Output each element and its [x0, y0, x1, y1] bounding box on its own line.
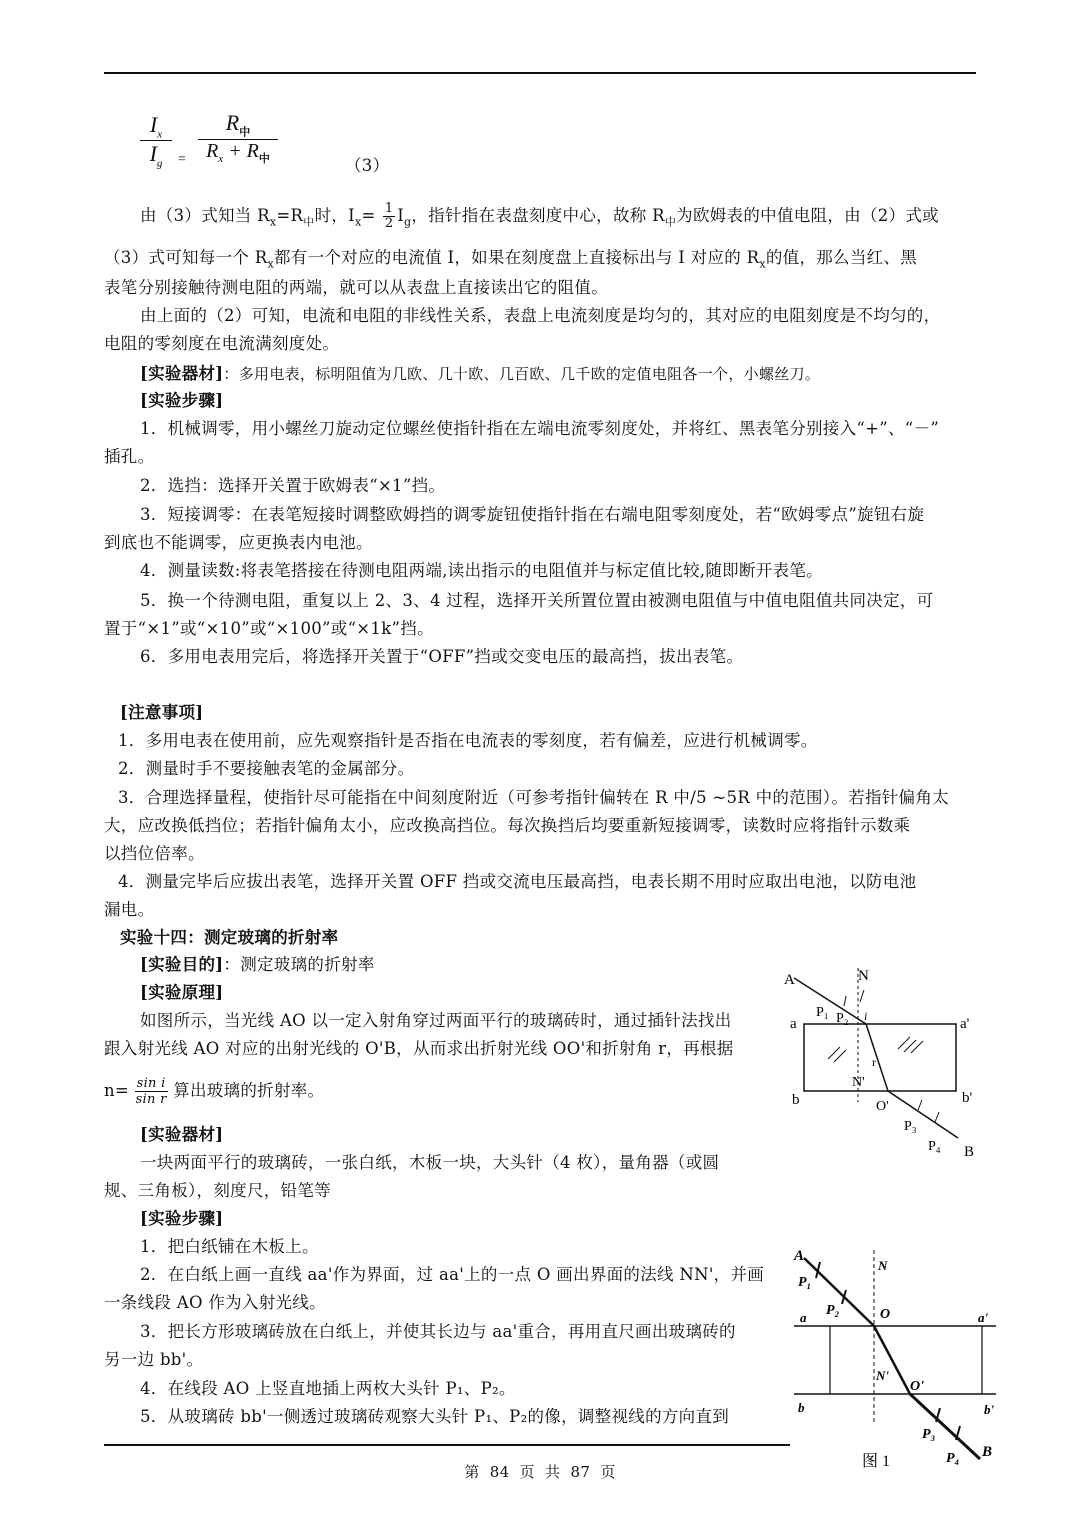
fig1-label-A: A	[784, 972, 795, 988]
fig1-label-B: B	[964, 1144, 975, 1160]
principle-line-1: 如图所示，当光线 AO 以一定入射角穿过两面平行的玻璃砖时，通过插针法找出	[140, 1011, 732, 1030]
note-1: 1．多用电表在使用前，应先观察指针是否指在电流表的零刻度，若有偏差，应进行机械调零。	[118, 731, 818, 750]
paragraph-scale-2: 表笔分别接触待测电阻的两端，就可以从表盘上直接读出它的阻值。	[104, 278, 608, 297]
notes-heading: [注意事项]	[120, 703, 204, 722]
exp14-purpose: [实验目的]：测定玻璃的折射率	[140, 955, 375, 974]
fig1-label-b2: b'	[962, 1090, 973, 1106]
fig1-label-r: r	[872, 1055, 876, 1069]
step-3b: 到底也不能调零，应更换表内电池。	[104, 533, 373, 552]
refraction-diagram-lower	[790, 1244, 1010, 1476]
equipment-line: [实验器材]：多用电表，标明阻值为几欧、几十欧、几百欧、几千欧的定值电阻各一个，小螺丝刀。	[140, 364, 821, 383]
fig2-label-N2: N'	[876, 1368, 889, 1383]
page-footer: 第 84 页 共 87 页	[464, 1463, 616, 1481]
fig2-label-b: b	[798, 1400, 805, 1415]
note-3c: 以挡位倍率。	[104, 844, 205, 863]
fig1-label-a: a	[790, 1016, 797, 1032]
fig2-label-a: a	[800, 1310, 807, 1325]
note-4b: 漏电。	[104, 900, 155, 919]
exp14-step-2a: 2．在白纸上画一直线 aa'作为界面，过 aa'上的一点 O 画出界面的法线 NN'，并画	[140, 1265, 765, 1284]
fig2-label-O: O	[880, 1307, 891, 1322]
fig2-caption: 图 1	[862, 1453, 891, 1470]
paragraph-nonlinear-2: 电阻的零刻度在电流满刻度处。	[104, 334, 340, 353]
exp14-steps-heading: [实验步骤]	[140, 1209, 224, 1228]
step-2: 2．选挡：选择开关置于欧姆表“×1”挡。	[140, 476, 446, 495]
header-rule	[104, 72, 976, 74]
footer-rule	[104, 1444, 790, 1446]
step-3a: 3．短接调零：在表笔短接时调整欧姆挡的调零旋钮使指针指在右端电阻零刻度处，若“欧姆零点”旋钮右旋	[140, 505, 925, 524]
fig2-label-P4: P₄	[946, 1451, 960, 1466]
exp14-step-2b: 一条线段 AO 作为入射光线。	[104, 1293, 326, 1312]
fig1-label-P3: P₃	[904, 1119, 917, 1134]
fig1-label-i: i	[864, 1009, 868, 1023]
fig1-label-a2: a'	[960, 1016, 970, 1032]
fig2-label-P1: P₁	[798, 1275, 812, 1290]
fig2-label-b2: b'	[984, 1402, 995, 1417]
step-5b: 置于“×1”或“×10”或“×100”或“×1k”挡。	[104, 619, 434, 638]
step-1b: 插孔。	[104, 447, 155, 466]
exp14-equipment-1: 一块两面平行的玻璃砖，一张白纸，木板一块，大头针（4 枚），量角器（或圆	[140, 1153, 720, 1172]
note-3a: 3．合理选择量程，使指针尽可能指在中间刻度附近（可参考指针偏转在 R 中/5 ~5R 中的范围）。若指针偏角太	[118, 788, 949, 807]
refraction-diagram-upper	[780, 962, 980, 1162]
exp14-step-3a: 3．把长方形玻璃砖放在白纸上，并使其长边与 aa'重合，再用直尺画出玻璃砖的	[140, 1322, 736, 1341]
exp14-step-5: 5．从玻璃砖 bb'一侧透过玻璃砖观察大头针 P₁、P₂的像，调整视线的方向直到	[140, 1407, 730, 1426]
step-5a: 5．换一个待测电阻，重复以上 2、3、4 过程，选择开关所置位置由被测电阻值与中值电阻值共同决定，可	[140, 591, 934, 610]
exp14-step-3b: 另一边 bb'。	[104, 1350, 204, 1369]
exp14-step-1: 1．把白纸铺在木板上。	[140, 1237, 319, 1256]
fig2-label-P3: P₃	[922, 1427, 936, 1442]
exp14-equipment-heading: [实验器材]	[140, 1125, 224, 1144]
paragraph-scale-1: （3）式可知每一个 $R_x$都有一个对应的电流值 I，如果在刻度盘上直接标出与 I 对应的 $R_x$的值，那么当红、黑	[104, 248, 918, 271]
note-4a: 4．测量完毕后应拔出表笔，选择开关置 OFF 挡或交流电压最高挡，电表长期不用时应取出电池，以防电池	[118, 872, 917, 891]
step-4: 4．测量读数:将表笔搭接在待测电阻两端,读出指示的电阻值并与标定值比较,随即断开表笔。	[140, 561, 823, 580]
exp14-equipment-2: 规、三角板），刻度尺，铅笔等	[104, 1181, 331, 1200]
paragraph-ohm-mid: 由（3）式知当 $R_x=R_中$时，$I_x=$ $\frac{1}{2}$ $I_g$，指针指在表盘刻度中心，故称 $R_中$为欧姆表的中值电阻，由（2）式或	[140, 201, 939, 231]
note-3b: 大，应改换低挡位；若指针偏角太小，应改换高挡位。每次换挡后均要重新短接调零，读数时应将指针示数乘	[104, 816, 911, 835]
fig1-label-N2: N'	[852, 1075, 865, 1090]
fig1-label-N: N	[858, 968, 869, 984]
fig2-label-O2: O'	[910, 1379, 924, 1394]
fig2-label-A: A	[794, 1248, 805, 1264]
fig1-label-P1: P₁	[816, 1005, 829, 1020]
paragraph-nonlinear-1: 由上面的（2）可知，电流和电阻的非线性关系，表盘上电流刻度是均匀的，其对应的电阻刻度是不均匀的，	[140, 306, 941, 325]
steps-heading: [实验步骤]	[140, 391, 224, 410]
principle-line-3: n= $\frac{\text{sin i}}{\text{sin r}}$ 算出玻璃的折射率。	[104, 1076, 325, 1107]
fig1-label-P4: P₄	[928, 1139, 941, 1154]
fig1-label-b: b	[792, 1092, 800, 1108]
exp14-title: 实验十四：测定玻璃的折射率	[120, 928, 339, 947]
fig2-label-N: N	[878, 1258, 888, 1273]
exp14-step-4: 4．在线段 AO 上竖直地插上两枚大头针 P₁、P₂。	[140, 1379, 516, 1398]
step-1a: 1．机械调零，用小螺丝刀旋动定位螺丝使指针指在左端电流零刻度处，并将红、黑表笔分别接入“+”、“－”	[140, 419, 940, 438]
exp14-principle-heading: [实验原理]	[140, 983, 224, 1002]
fig2-label-a2: a'	[978, 1310, 989, 1325]
fig1-label-O2: O'	[876, 1099, 889, 1114]
step-6: 6．多用电表用完后，将选择开关置于“OFF”挡或交变电压的最高挡，拔出表笔。	[140, 647, 744, 666]
note-2: 2．测量时手不要接触表笔的金属部分。	[118, 759, 415, 778]
fig2-label-P2: P₂	[826, 1303, 840, 1318]
fig2-label-B: B	[982, 1444, 993, 1460]
fig1-label-P2: P₂	[836, 1011, 849, 1026]
principle-line-2: 跟入射光线 AO 对应的出射光线的 O'B，从而求出折射光线 OO'和折射角 r，再根据	[104, 1039, 734, 1058]
